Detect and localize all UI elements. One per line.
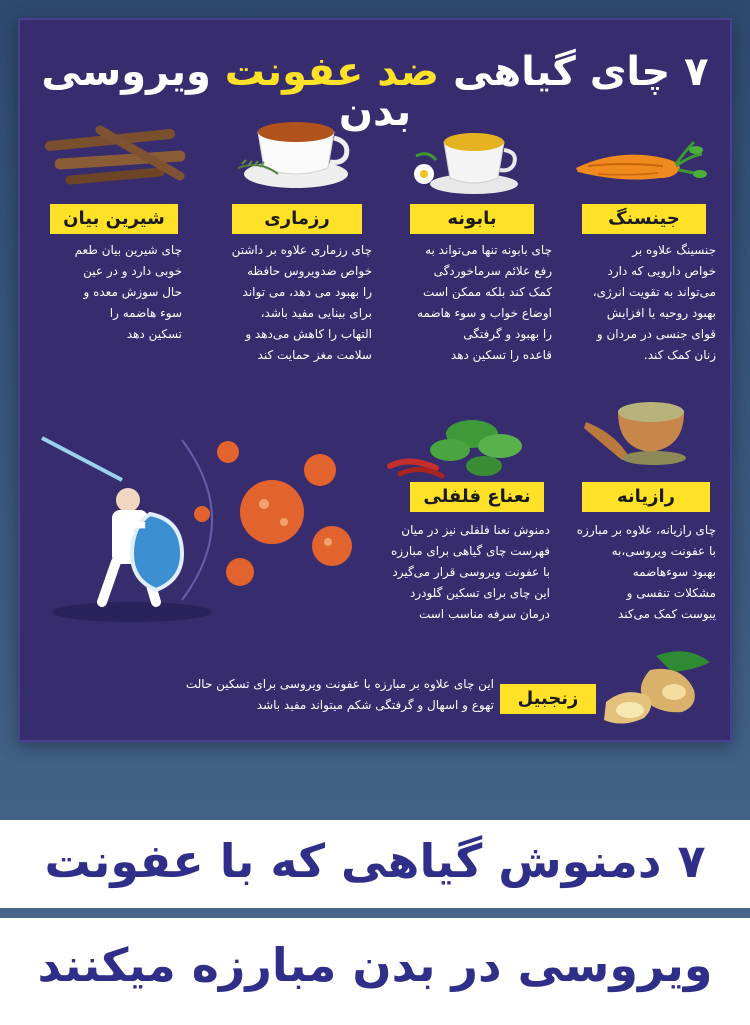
rosemary-tea-image <box>230 104 360 200</box>
bottom-caption <box>0 820 750 1025</box>
desc-rosemary: چای رزماری علاوه بر داشتن خواص ضدویروس حافظه را بهبود می دهد، می تواند برای بینایی مفید باشد، التهاب را کاهش می‌دهد و سلامت مغز حمایت کند <box>231 243 372 362</box>
peppermint-image <box>380 406 540 482</box>
title-prefix: ۷ چای گیاهی <box>439 49 709 95</box>
desc-peppermint: دمنوش نعنا فلفلی نیز در میان فهرست چای گیاهی برای مبارزه با عفونت ویروسی قرار می‌گیرد این چای برای تسکین گلودرد درمان سرفه مناسب است <box>390 523 550 621</box>
label-ginger: زنجبیل <box>500 684 596 714</box>
chamomile-tea-image <box>406 112 526 200</box>
label-ginseng: جینسنگ <box>582 204 706 234</box>
label-licorice: شیرین بیان <box>50 204 178 234</box>
title-suffix: ویروسی بدن <box>41 49 412 135</box>
title-highlight: ضد عفونت <box>224 49 440 95</box>
label-fennel: رازیانه <box>582 482 710 512</box>
label-rosemary: رزماری <box>232 204 362 234</box>
desc-ginger: این چای علاوه بر مبارزه با عفونت ویروسی برای تسکین حالت تهوع و اسهال و گرفتگی شکم میتواند مفید باشد <box>185 677 494 712</box>
desc-chamomile: چای بابونه تنها می‌تواند به رفع علائم سرماخوردگی کمک کند بلکه ممکن است اوضاع خواب و سوء هاضمه را بهبود و گرفتگی قاعده را تسکین دهد <box>417 243 552 362</box>
ginger-root-image <box>586 642 716 734</box>
label-peppermint: نعناع فلفلی <box>410 482 544 512</box>
doctor-fighting-virus-illustration <box>32 430 362 630</box>
desc-licorice: چای شیرین بیان طعم خوبی دارد و در عین حال سوزش معده و سوء هاضمه را تسکین دهد <box>74 243 182 341</box>
desc-ginseng: جنسینگ علاوه بر خواص دارویی که دارد می‌تواند به تقویت انرژی، بهبود روحیه یا افزایش قوای جنسی در مردان و زنان کمک کند. <box>592 243 716 362</box>
desc-fennel: چای رازیانه، علاوه بر مبارزه با عفونت ویروسی،به بهبود سوءهاضمه مشکلات تنفسی و یبوست کمک می‌کند <box>576 523 716 621</box>
label-chamomile: بابونه <box>410 204 534 234</box>
licorice-root-image <box>40 116 190 192</box>
infographic-card <box>18 18 732 742</box>
fennel-seeds-image <box>582 392 712 468</box>
caption-line-2: ویروسی در بدن مبارزه میکنند <box>37 938 713 992</box>
ginseng-image <box>568 128 708 198</box>
caption-line-1: ۷ دمنوش گیاهی که با عفونت <box>44 834 706 888</box>
